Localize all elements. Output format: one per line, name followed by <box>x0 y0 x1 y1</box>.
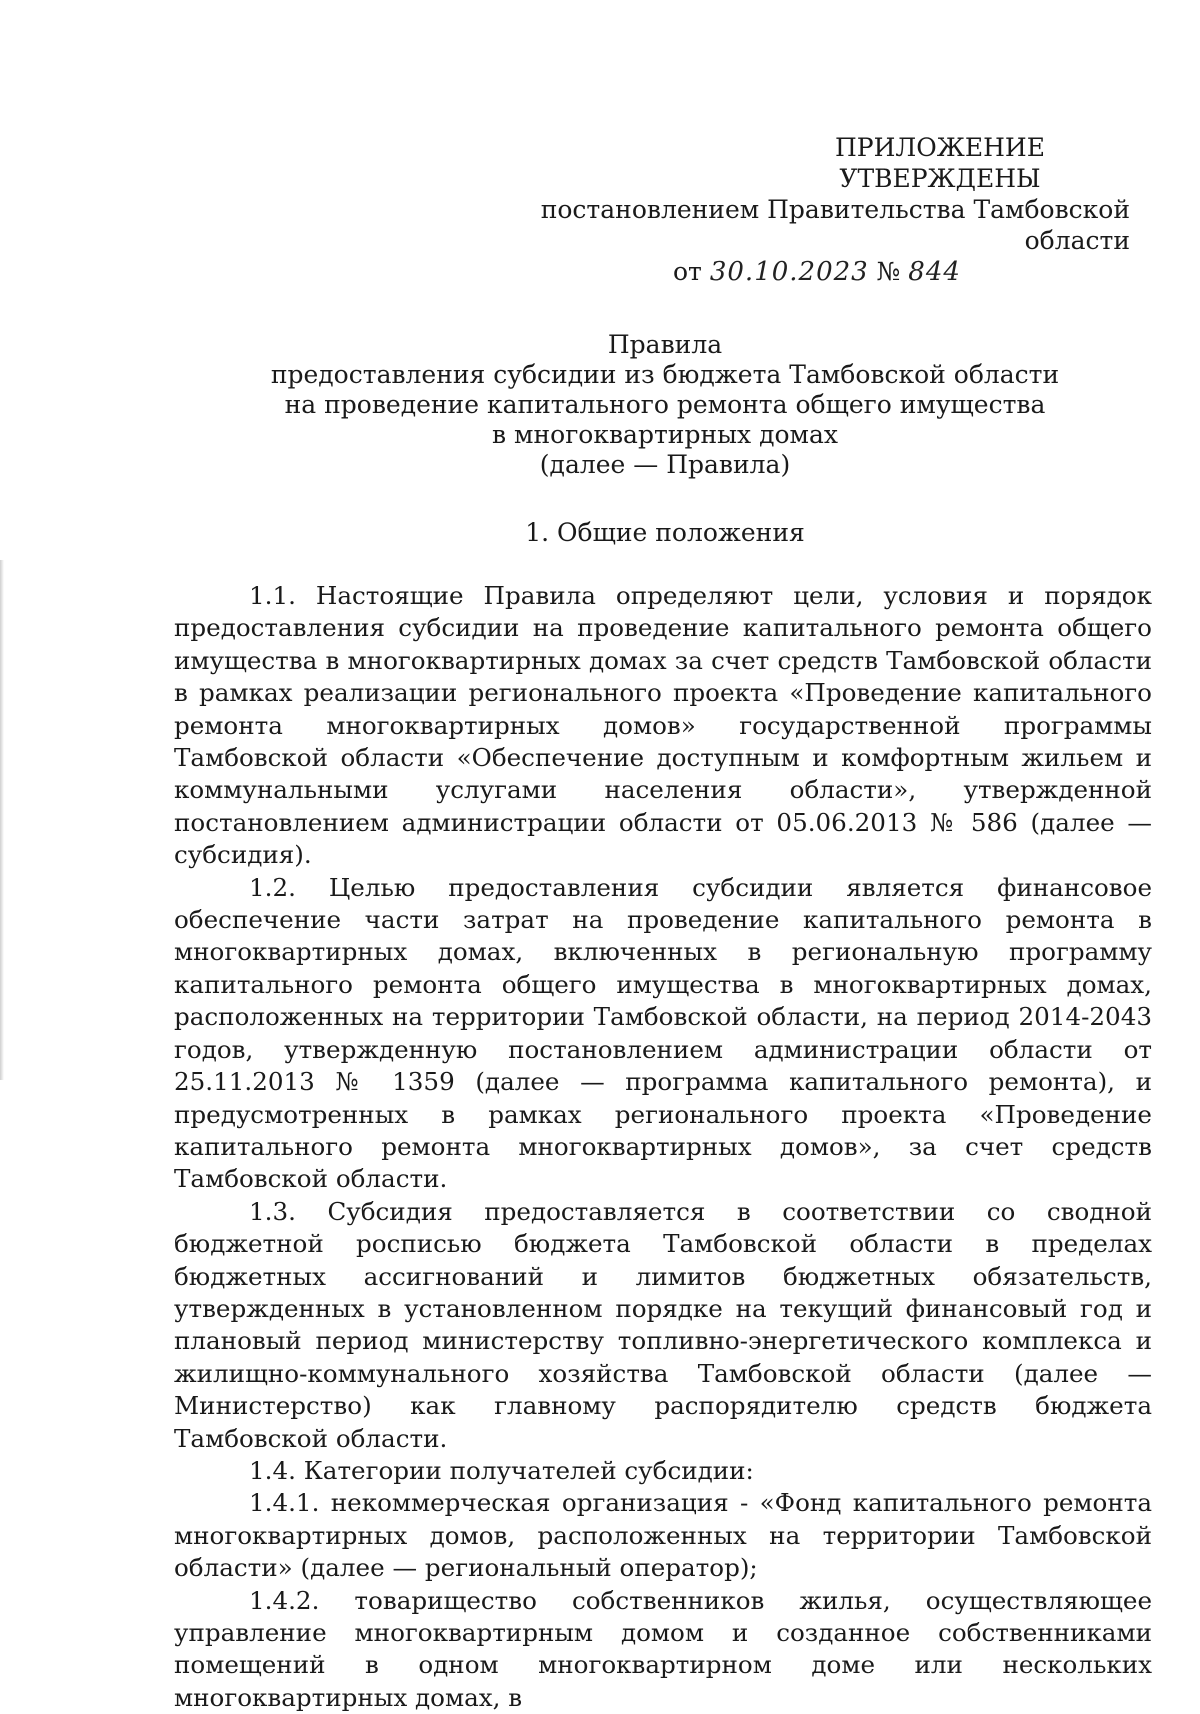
decree-issuer: постановлением Правительства Тамбовской области <box>540 195 1130 255</box>
approval-stamp-block <box>430 132 1140 288</box>
title-line-4: в многоквартирных домах <box>492 420 838 449</box>
paragraph-1-4: 1.4. Категории получателей субсидии: <box>249 1455 754 1485</box>
decree-date-line <box>430 256 1140 288</box>
title-line-3: на проведение капитального ремонта общего имущества <box>284 390 1046 419</box>
appendix-label: ПРИЛОЖЕНИЕ <box>835 133 1045 162</box>
handwritten-date: 30.10.2023 <box>709 257 869 287</box>
number-prefix: № <box>876 257 901 286</box>
title-line-5: (далее — Правила) <box>539 450 791 479</box>
title-line-2: предоставления субсидии из бюджета Тамбовской области <box>270 360 1060 389</box>
scan-edge-shadow <box>0 560 4 1080</box>
paragraph-1-4-1: 1.4.1. некоммерческая организация - «Фонд капитального ремонта многоквартирных домов, расположенных на территории Тамбовской области» (далее — региональный оператор); <box>174 1488 1152 1583</box>
approved-label: УТВЕРЖДЕНЫ <box>839 164 1041 193</box>
paragraph-1-3: 1.3. Субсидия предоставляется в соответствии со сводной бюджетной росписью бюджета Тамбовской области в пределах бюджетных ассигнований и лимитов бюджетных обязательств, утвержденных в установленном порядке на текущий финансовый год и плановый период министерству топливно-энергетического комплекса и жилищно-коммунального хозяйства Тамбовской области (далее — Министерство) как главному распорядителю средств бюджета Тамбовской области. <box>174 1196 1152 1453</box>
paragraph-1-4-2: 1.4.2. товарищество собственников жилья, осуществляющее управление многоквартирным домом и созданное собственниками помещений в одном многоквартирном доме или нескольких многоквартирных домах, в <box>174 1585 1152 1712</box>
title-line-1: Правила <box>607 330 723 359</box>
section-heading: 1. Общие положения <box>525 518 805 547</box>
document-title <box>170 330 1160 480</box>
paragraph-1-2: 1.2. Целью предоставления субсидии является финансовое обеспечение части затрат на проведение капитального ремонта в многоквартирных домах, включенных в региональную программу капитального ремонта общего имущества в многоквартирных домах, расположенных на территории Тамбовской области, на период 2014-2043 годов, утвержденную постановлением администрации области от 25.11.2013 № 1359 (далее — программа капитального ремонта), и предусмотренных в рамках регионального проекта «Проведение капитального ремонта многоквартирных домов», за счет средств Тамбовской области. <box>174 872 1152 1194</box>
date-prefix: от <box>673 257 702 286</box>
paragraph-1-1: 1.1. Настоящие Правила определяют цели, условия и порядок предоставления субсидии на проведение капитального ремонта общего имущества в многоквартирных домах за счет средств Тамбовской области в рамках реализации регионального проекта «Проведение капитального ремонта многоквартирных домов» государственной программы Тамбовской области «Обеспечение доступным и комфортным жильем и коммунальными услугами населения области», утвержденной постановлением администрации области от 05.06.2013 № 586 (далее — субсидия). <box>174 581 1152 870</box>
handwritten-number: 844 <box>908 257 961 287</box>
body-text <box>174 580 1152 1714</box>
